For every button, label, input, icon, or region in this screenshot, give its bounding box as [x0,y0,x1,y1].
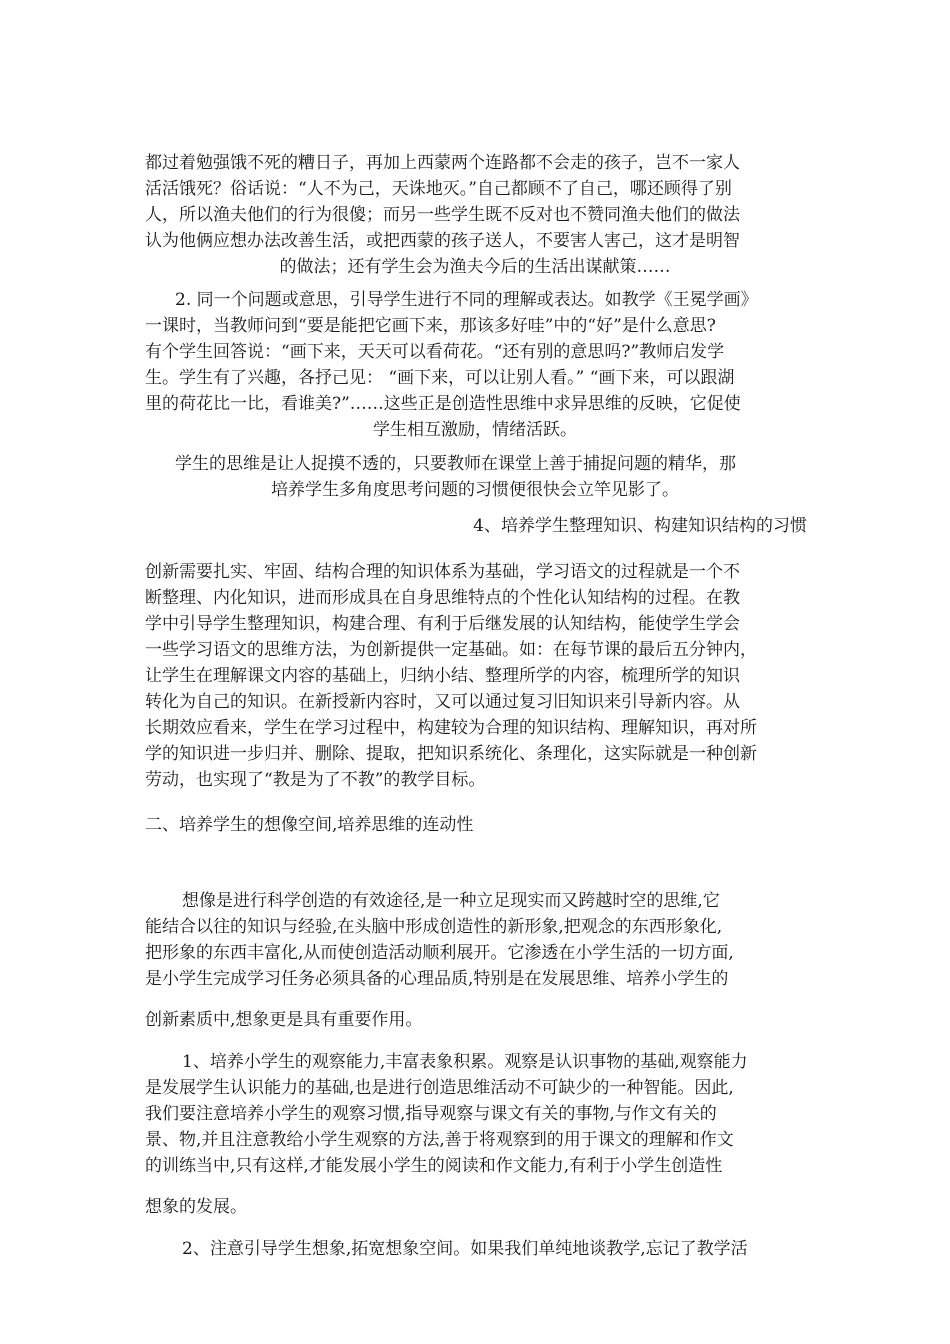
paragraph-line: 我们要注意培养小学生的观察习惯,指导观察与课文有关的事物,与作文有关的 [145,1104,717,1124]
paragraph-line: 把形象的东西丰富化,从而使创造活动顺利展开。它渗透在小学生活的一切方面, [145,943,734,963]
paragraph-line: 创新需要扎实、牢固、结构合理的知识体系为基础，学习语文的过程就是一个不 [145,562,740,582]
paragraph-line: 创新素质中,想象更是具有重要作用。 [145,1010,423,1030]
section-heading: 二、培养学生的想像空间,培养思维的连动性 [145,815,474,835]
paragraph-line: 景、物,并且注意教给小学生观察的方法,善于将观察到的用于课文的理解和作文 [145,1130,734,1150]
paragraph-line: 想像是进行科学创造的有效途径,是一种立足现实而又跨越时空的思维,它 [182,891,720,911]
paragraph-line: 生。学生有了兴趣，各抒己见： “画下来，可以让别人看。” “画下来，可以跟湖 [145,368,735,388]
paragraph-line: 学生的思维是让人捉摸不透的，只要教师在课堂上善于捕捉问题的精华，那 [175,454,736,474]
paragraph-line: 的训练当中,只有这样,才能发展小学生的阅读和作文能力,有利于小学生创造性 [145,1156,723,1176]
paragraph-line: 有个学生回答说：“画下来，天天可以看荷花。“还有别的意思吗?”教师启发学 [145,342,725,362]
paragraph-line: 能结合以往的知识与经验,在头脑中形成创造性的新形象,把观念的东西形象化, [145,917,723,937]
paragraph-line: 认为他俩应想办法改善生活，或把西蒙的孩子送人，不要害人害己，这才是明智 [145,231,740,251]
paragraph-line: 劳动，也实现了“教是为了不教”的教学目标。 [145,770,486,790]
paragraph-line: 都过着勉强饿不死的糟日子，再加上西蒙两个连路都不会走的孩子，岂不一家人 [145,153,740,173]
paragraph-line: 想象的发展。 [145,1197,247,1217]
paragraph-line: 转化为自己的知识。在新授新内容时，又可以通过复习旧知识来引导新内容。从 [145,692,740,712]
paragraph-line: 长期效应看来，学生在学习过程中，构建较为合理的知识结构、理解知识，再对所 [145,718,757,738]
paragraph-line: 让学生在理解课文内容的基础上，归纳小结、整理所学的内容，梳理所学的知识 [145,666,740,686]
section-heading: 4、培养学生整理知识、构建知识结构的习惯 [473,516,807,536]
paragraph-line: 一些学习语文的思维方法，为创新提供一定基础。如：在每节课的最后五分钟内， [145,640,757,660]
paragraph-line: 断整理、内化知识，进而形成具在自身思维特点的个性化认知结构的过程。在教 [145,588,740,608]
paragraph-line: 学的知识进一步归并、删除、提取，把知识系统化、条理化，这实际就是一种创新 [145,744,757,764]
paragraph-line: 培养学生多角度思考问题的习惯便很快会立竿见影了。 [271,480,679,500]
paragraph-line: 是发展学生认识能力的基础,也是进行创造思维活动不可缺少的一种智能。因此, [145,1078,734,1098]
paragraph-line: 一课时，当教师问到“要是能把它画下来，那该多好哇”中的“好”是什么意思? [145,316,716,336]
paragraph-line: 活活饿死？俗话说：“人不为己，天诛地灭。”自己都顾不了自己，哪还顾得了别 [145,179,732,199]
paragraph-line: 里的荷花比一比，看谁美?”……这些正是创造性思维中求异思维的反映，它促使 [145,394,741,414]
paragraph-line: 的做法；还有学生会为渔夫今后的生活出谋献策…… [279,257,671,277]
paragraph-line: 学生相互激励，情绪活跃。 [373,420,577,440]
paragraph-line: 2、注意引导学生想象,拓宽想象空间。如果我们单纯地谈教学,忘记了教学活 [182,1239,748,1259]
paragraph-line: 2. 同一个问题或意思，引导学生进行不同的理解或表达。如教学《王冕学画》 [175,290,758,310]
paragraph-line: 学中引导学生整理知识，构建合理、有利于后继发展的认知结构，能使学生学会 [145,614,740,634]
paragraph-line: 1、培养小学生的观察能力,丰富表象积累。观察是认识事物的基础,观察能力 [182,1052,748,1072]
paragraph-line: 人，所以渔夫他们的行为很傻；而另一些学生既不反对也不赞同渔夫他们的做法 [145,205,740,225]
paragraph-line: 是小学生完成学习任务必须具备的心理品质,特别是在发展思维、培养小学生的 [145,969,729,989]
